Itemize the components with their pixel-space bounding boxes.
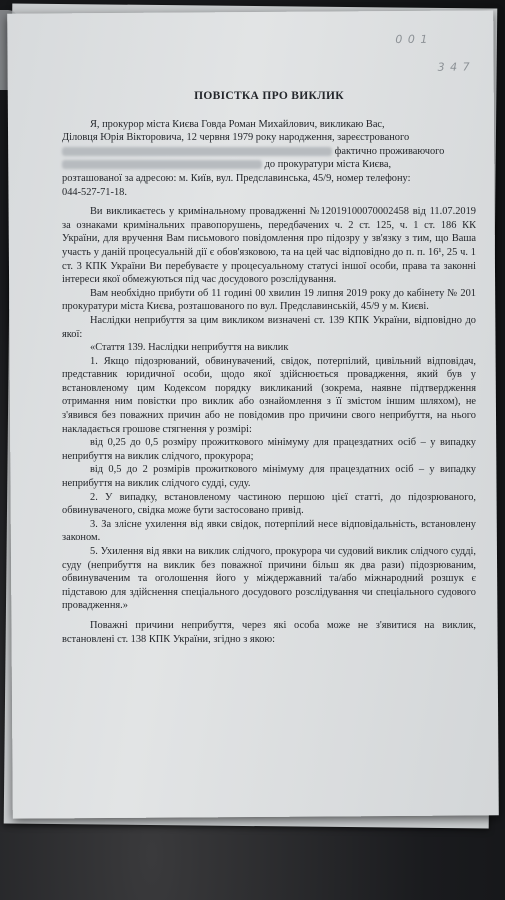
article-part-2: 2. У випадку, встановленому частиною першою цієї статті, до підозрюваного, обвинуваченого, свідка може бути застосовано привід.: [62, 491, 476, 517]
document-text: [62, 90, 476, 646]
article-part-5: 5. Ухилення від явки на виклик слідчого, прокурора чи судовий виклик слідчого судді, суду (неприбуття на виклик без поважної причини більш як два рази) підозрюваним, обвинуваченим та оголошення його у міждержавний та/або міжнародний розшук є підставою для здійснення спеціального досудового розслідування чи спеціального судового провадження.»: [62, 546, 476, 612]
consequences-paragraph: Наслідки неприбуття за цим викликом визначені ст. 139 КПК України, відповідно до якої:: [62, 314, 476, 340]
reasons-paragraph: Поважні причини неприбуття, через які особа може не з'явитися на виклик, встановлені ст. 138 КПК України, згідно з якою:: [62, 619, 476, 645]
intro-residing: фактично проживаючого: [334, 145, 445, 157]
redacted-address: [62, 147, 332, 156]
intro-line-5: розташованої за адресою: м. Київ, вул. Предславинська, 45/9, номер телефону:: [62, 172, 411, 184]
article-part-1a: від 0,25 до 0,5 розміру прожиткового мінімуму для працездатних осіб – у випадку неприбуття на виклик слідчого, прокурора;: [62, 437, 476, 462]
intro-line-2: Діловця Юрія Вікторовича, 12 червня 1979 року народження, зареєстрованого: [62, 132, 410, 144]
handwritten-mark-top: 0 0 1: [395, 32, 429, 46]
intro-destination: до прокуратури міста Києва,: [264, 159, 392, 171]
redacted-address-2: [62, 160, 262, 169]
article-part-1b: від 0,5 до 2 розмірів прожиткового мінімуму для працездатних осіб – у випадку неприбуття на виклик слідчого судді, суду.: [62, 464, 476, 490]
case-paragraph: Ви викликаєтесь у кримінальному провадженні №12019100070002458 від 11.07.2019 за ознаками кримінальних правопорушень, передбачених ч. 2 ст. 125, ч. 1 ст. 186 КК України, для вручення Вам письмового повідомлення про підозру у зв'язку з тим, що Ваша участь у даній процесуальній дії є обов'язковою, та на цей час відповідно до п. п. 16¹, 25 ч. 1 ст. 3 КПК України Ви перебуваєте у процесуальному статусі іншої особи, права та законні інтереси якої обмежуються під час досудового розслідування.: [62, 206, 476, 286]
article-part-1: 1. Якщо підозрюваний, обвинувачений, свідок, потерпілий, цивільний відповідач, представник юридичної особи, щодо якої здійснюється провадження, який був у встановленому цим Кодексом порядку викликаний (зокрема, наявне підтвердження отримання ним повістки про виклик або ознайомлення з її змістом іншим шляхом), не з'явився без поважних причин або не повідомив про причини свого неприбуття, на нього накладається грошове стягнення у розмірі:: [62, 355, 476, 435]
document-title: ПОВІСТКА ПРО ВИКЛИК: [194, 90, 344, 102]
intro-line-1: Я, прокурор міста Києва Говда Роман Михайлович, викликаю Вас,: [90, 118, 385, 130]
intro-line-4: [62, 158, 476, 172]
article-title: «Стаття 139. Наслідки неприбуття на виклик: [90, 342, 289, 354]
arrival-paragraph: Вам необхідно прибути об 11 годині 00 хвилин 19 липня 2019 року до кабінету № 201 прокуратури міста Києва, розташованого по вул. Предславинській, 45/9 у м. Києві.: [62, 287, 476, 313]
intro-line-3: [62, 145, 476, 159]
intro-line-6: 044-527-71-18.: [62, 186, 127, 198]
handwritten-mark-number: 3 4 7: [437, 60, 471, 74]
article-part-3: 3. За злісне ухилення від явки свідок, потерпілий несе відповідальність, встановлену законом.: [62, 518, 476, 544]
